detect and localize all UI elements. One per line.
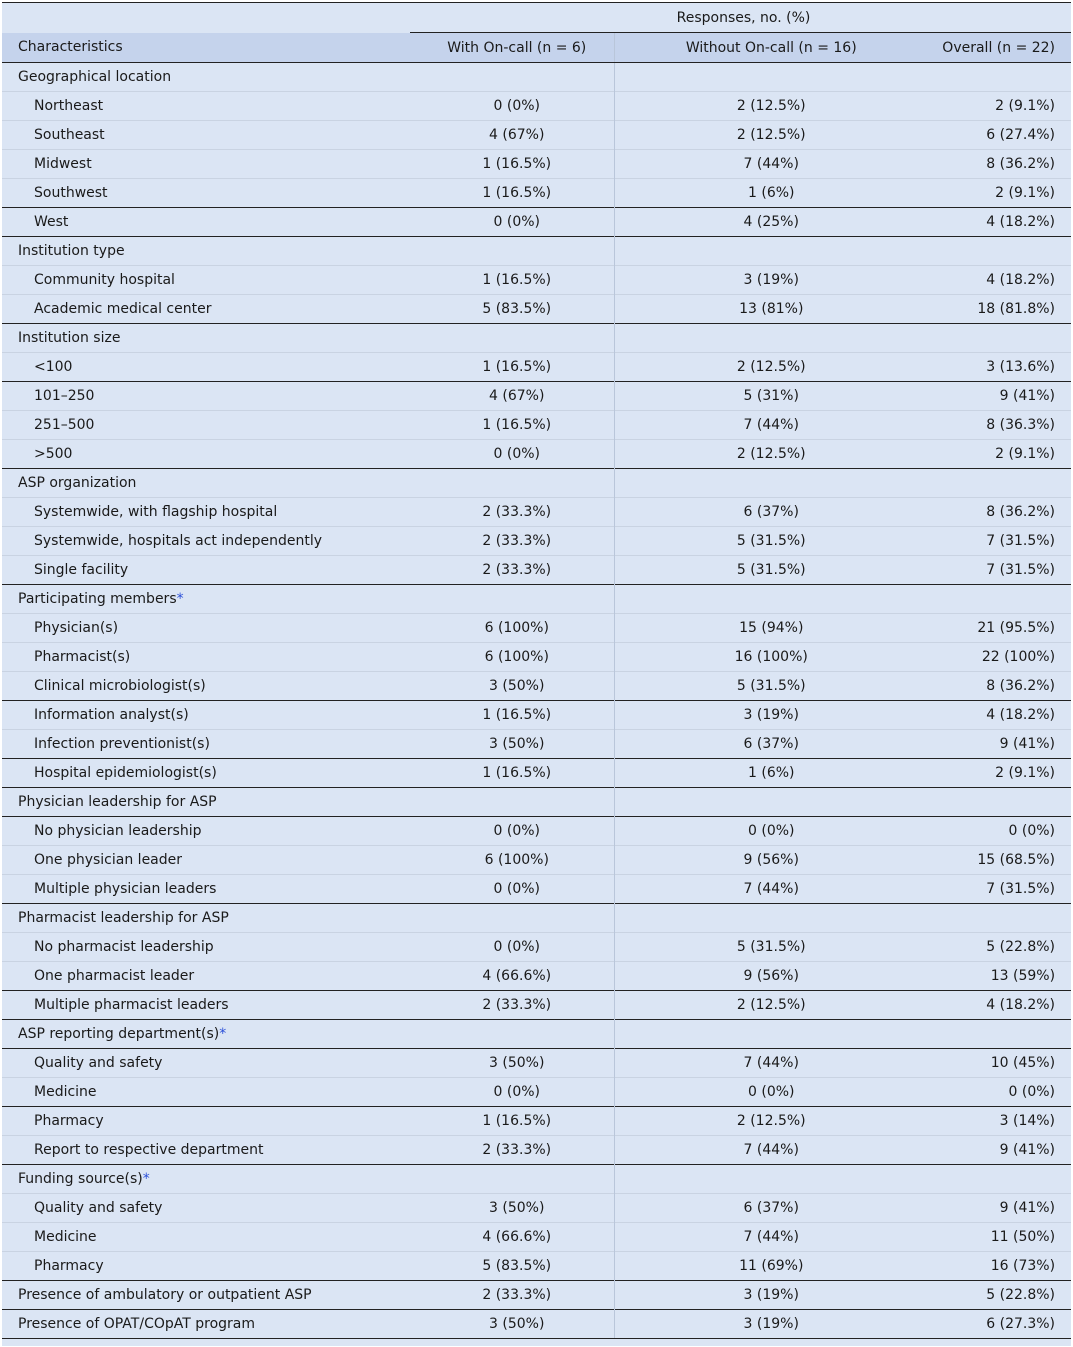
cell-without-oncall: 3 (19%) (614, 1281, 888, 1310)
label-text: Presence of OPAT/COpAT program (18, 1316, 256, 1332)
cell-with-oncall: 0 (0%) (410, 208, 614, 237)
cell-with-oncall: 2 (33.3%) (410, 991, 614, 1020)
cell-overall: 15 (68.5%) (888, 846, 1071, 875)
row-label (2, 295, 410, 324)
cell-with-oncall: 0 (0%) (410, 875, 614, 904)
cell-without-oncall: 5 (31.5%) (614, 556, 888, 585)
cell-without-oncall: 0 (0%) (614, 1078, 888, 1107)
cell-overall (888, 904, 1071, 933)
cell-with-oncall (410, 904, 614, 933)
cell-overall: 2 (9.1%) (888, 92, 1071, 121)
cell-without-oncall: 7 (44%) (614, 411, 888, 440)
label-text: Pharmacy (34, 1258, 104, 1274)
cell-overall (888, 469, 1071, 498)
cell-overall: 4 (18.2%) (888, 208, 1071, 237)
cell-overall: 6 (27.4%) (888, 121, 1071, 150)
cell-without-oncall (614, 788, 888, 817)
table-row (2, 701, 1071, 730)
row-label (2, 846, 410, 875)
cell-overall: 7 (31.5%) (888, 875, 1071, 904)
cell-overall: 4 (18.2%) (888, 991, 1071, 1020)
cell-with-oncall: 3 (50%) (410, 672, 614, 701)
header-spacer (2, 3, 410, 33)
table-row (2, 875, 1071, 904)
label-text: Information analyst(s) (34, 707, 189, 723)
cell-with-oncall (410, 1020, 614, 1049)
cell-overall: 0 (0%) (888, 817, 1071, 846)
section-label (2, 324, 410, 353)
cell-overall: 8 (36.2%) (888, 498, 1071, 527)
table-row (2, 846, 1071, 875)
cell-overall: 5 (22.8%) (888, 933, 1071, 962)
label-text: No physician leadership (34, 823, 202, 839)
table-row (2, 759, 1071, 788)
section-label (2, 904, 410, 933)
cell-overall: 9 (41%) (888, 1194, 1071, 1223)
cell-overall: 3 (14%) (888, 1107, 1071, 1136)
cell-without-oncall: 3 (19%) (614, 701, 888, 730)
row-label (2, 1078, 410, 1107)
section-label (2, 469, 410, 498)
table-section-row (2, 324, 1071, 353)
row-label (2, 643, 410, 672)
cell-with-oncall: 1 (16.5%) (410, 1107, 614, 1136)
cell-without-oncall (614, 469, 888, 498)
table-row (2, 208, 1071, 237)
label-text: Physician leadership for ASP (18, 794, 217, 810)
label-text: <100 (34, 359, 73, 375)
cell-without-oncall: 0 (0%) (614, 817, 888, 846)
label-text: Systemwide, with flagship hospital (34, 504, 278, 520)
cell-with-oncall (410, 788, 614, 817)
table-row (2, 817, 1071, 846)
cell-without-oncall: 13 (81%) (614, 295, 888, 324)
cell-with-oncall (410, 469, 614, 498)
table-row (2, 498, 1071, 527)
cell-overall: 8 (36.2%) (888, 672, 1071, 701)
cell-with-oncall: 6 (100%) (410, 614, 614, 643)
cell-without-oncall: 7 (44%) (614, 1223, 888, 1252)
cell-with-oncall: 1 (16.5%) (410, 701, 614, 730)
row-label (2, 179, 410, 208)
table-row (2, 382, 1071, 411)
label-text: Pharmacist(s) (34, 649, 131, 665)
label-text: Community hospital (34, 272, 175, 288)
cell-without-oncall: 6 (37%) (614, 498, 888, 527)
table-row (2, 962, 1071, 991)
cell-with-oncall: 3 (50%) (410, 730, 614, 759)
table-row (2, 440, 1071, 469)
cell-with-oncall: 1 (16.5%) (410, 266, 614, 295)
label-text: 101–250 (34, 388, 95, 404)
cell-with-oncall: 5 (83.5%) (410, 295, 614, 324)
table-row (2, 266, 1071, 295)
section-label (2, 585, 410, 614)
cell-with-oncall: 0 (0%) (410, 933, 614, 962)
cell-without-oncall: 5 (31.5%) (614, 672, 888, 701)
table-row (2, 1252, 1071, 1281)
cell-without-oncall: 5 (31%) (614, 382, 888, 411)
table-row (2, 1078, 1071, 1107)
row-label (2, 614, 410, 643)
label-text: ASP reporting department(s) (18, 1026, 220, 1042)
table-row (2, 1223, 1071, 1252)
cell-without-oncall (614, 585, 888, 614)
cell-overall (888, 788, 1071, 817)
cell-with-oncall: 2 (33.3%) (410, 498, 614, 527)
label-text: >500 (34, 446, 73, 462)
label-text: Medicine (34, 1084, 97, 1100)
label-text: Single facility (34, 562, 129, 578)
table-row (2, 92, 1071, 121)
cell-with-oncall: 4 (67%) (410, 121, 614, 150)
label-text: Midwest (34, 156, 92, 172)
cell-overall (888, 1020, 1071, 1049)
label-text: One pharmacist leader (34, 968, 195, 984)
cell-without-oncall: 7 (44%) (614, 1049, 888, 1078)
label-text: Clinical microbiologist(s) (34, 678, 206, 694)
cell-with-oncall: 3 (50%) (410, 1194, 614, 1223)
cell-with-oncall: 4 (66.6%) (410, 962, 614, 991)
row-label (2, 266, 410, 295)
row-label (2, 1252, 410, 1281)
cell-overall: 7 (31.5%) (888, 527, 1071, 556)
cell-overall: 2 (9.1%) (888, 179, 1071, 208)
label-text: Geographical location (18, 69, 172, 85)
row-label (2, 527, 410, 556)
cell-overall: 5 (22.8%) (888, 1281, 1071, 1310)
row-label (2, 875, 410, 904)
table-row (2, 150, 1071, 179)
cell-with-oncall: 4 (67%) (410, 382, 614, 411)
table-row (2, 556, 1071, 585)
cell-overall: 11 (50%) (888, 1223, 1071, 1252)
row-label (2, 498, 410, 527)
cell-overall (888, 237, 1071, 266)
row-label (2, 353, 410, 382)
label-text: Multiple physician leaders (34, 881, 217, 897)
cell-with-oncall: 1 (16.5%) (410, 411, 614, 440)
cell-overall (888, 585, 1071, 614)
group-header: Responses, no. (%) (410, 3, 1071, 33)
table-row (2, 614, 1071, 643)
section-label (2, 1165, 410, 1194)
cell-overall: 16 (73%) (888, 1252, 1071, 1281)
cell-overall (888, 63, 1071, 92)
row-label (2, 411, 410, 440)
cell-without-oncall (614, 1165, 888, 1194)
section-label (2, 63, 410, 92)
cell-overall: 10 (45%) (888, 1049, 1071, 1078)
cell-with-oncall: 0 (0%) (410, 440, 614, 469)
label-text: Southwest (34, 185, 108, 201)
table-row (2, 353, 1071, 382)
table-row (2, 933, 1071, 962)
row-label (2, 208, 410, 237)
cell-with-oncall: 5 (83.5%) (410, 1252, 614, 1281)
table-row (2, 411, 1071, 440)
label-text: Multiple pharmacist leaders (34, 997, 229, 1013)
cell-overall: 4 (18.2%) (888, 701, 1071, 730)
cell-with-oncall: 0 (0%) (410, 92, 614, 121)
cell-without-oncall: 1 (6%) (614, 179, 888, 208)
cell-without-oncall: 9 (56%) (614, 962, 888, 991)
row-label (2, 701, 410, 730)
row-label (2, 150, 410, 179)
table-section-row (2, 788, 1071, 817)
row-label (2, 440, 410, 469)
cell-overall: 8 (36.2%) (888, 150, 1071, 179)
row-label (2, 556, 410, 585)
cell-without-oncall: 3 (19%) (614, 1310, 888, 1339)
table-row (2, 295, 1071, 324)
cell-overall: 4 (18.2%) (888, 266, 1071, 295)
row-label (2, 1107, 410, 1136)
table-section-row (2, 469, 1071, 498)
cell-with-oncall: 0 (0%) (410, 817, 614, 846)
cell-without-oncall: 3 (19%) (614, 266, 888, 295)
label-text: Pharmacy (34, 1113, 104, 1129)
cell-without-oncall: 2 (12.5%) (614, 92, 888, 121)
label-text: Institution type (18, 243, 125, 259)
cell-with-oncall: 2 (33.3%) (410, 556, 614, 585)
footnote-marker: * (176, 591, 184, 607)
cell-without-oncall: 1 (6%) (614, 759, 888, 788)
cell-with-oncall (410, 237, 614, 266)
cell-without-oncall (614, 237, 888, 266)
cell-overall: 9 (41%) (888, 730, 1071, 759)
cell-overall: 22 (100%) (888, 643, 1071, 672)
cell-with-oncall: 2 (33.3%) (410, 1136, 614, 1165)
cell-without-oncall: 6 (37%) (614, 730, 888, 759)
cell-without-oncall: 5 (31.5%) (614, 527, 888, 556)
label-text: Northeast (34, 98, 104, 114)
cell-overall: 9 (41%) (888, 382, 1071, 411)
section-label (2, 788, 410, 817)
cell-without-oncall: 2 (12.5%) (614, 1107, 888, 1136)
row-label (2, 672, 410, 701)
cell-without-oncall (614, 1020, 888, 1049)
cell-overall: 18 (81.8%) (888, 295, 1071, 324)
table-row (2, 730, 1071, 759)
data-table (2, 3, 1071, 1339)
cell-without-oncall: 4 (25%) (614, 208, 888, 237)
label-text: No pharmacist leadership (34, 939, 214, 955)
cell-without-oncall: 7 (44%) (614, 1136, 888, 1165)
cell-overall: 2 (9.1%) (888, 759, 1071, 788)
label-text: Participating members (18, 591, 177, 607)
cell-without-oncall: 6 (37%) (614, 1194, 888, 1223)
cell-without-oncall: 11 (69%) (614, 1252, 888, 1281)
table-section-row (2, 63, 1071, 92)
table-row (2, 1107, 1071, 1136)
table-row (2, 672, 1071, 701)
cell-overall: 13 (59%) (888, 962, 1071, 991)
cell-with-oncall (410, 63, 614, 92)
cell-with-oncall: 2 (33.3%) (410, 527, 614, 556)
row-label (2, 1049, 410, 1078)
label-text: Physician(s) (34, 620, 119, 636)
cell-without-oncall: 15 (94%) (614, 614, 888, 643)
section-label (2, 1020, 410, 1049)
row-label (2, 121, 410, 150)
label-text: Institution size (18, 330, 121, 346)
label-text: 251–500 (34, 417, 95, 433)
label-text: Funding source(s) (18, 1171, 143, 1187)
label-text: Systemwide, hospitals act independently (34, 533, 323, 549)
cell-with-oncall: 0 (0%) (410, 1078, 614, 1107)
row-label (2, 817, 410, 846)
cell-without-oncall (614, 904, 888, 933)
label-text: Quality and safety (34, 1200, 163, 1216)
table-section-row (2, 585, 1071, 614)
cell-overall (888, 324, 1071, 353)
characteristics-table (2, 2, 1071, 1346)
row-label (2, 92, 410, 121)
row-label (2, 1136, 410, 1165)
cell-without-oncall: 2 (12.5%) (614, 353, 888, 382)
section-label (2, 1310, 410, 1339)
table-section-row (2, 237, 1071, 266)
section-label (2, 237, 410, 266)
cell-without-oncall: 2 (12.5%) (614, 440, 888, 469)
row-label (2, 1194, 410, 1223)
table-row (2, 527, 1071, 556)
table-section-row (2, 1020, 1071, 1049)
row-label (2, 382, 410, 411)
table-row (2, 121, 1071, 150)
cell-without-oncall (614, 324, 888, 353)
label-text: Southeast (34, 127, 105, 143)
cell-overall (888, 1165, 1071, 1194)
row-label (2, 730, 410, 759)
cell-with-oncall (410, 585, 614, 614)
cell-with-oncall: 1 (16.5%) (410, 353, 614, 382)
col-header-without-oncall: Without On-call (n = 16) (614, 33, 888, 63)
cell-with-oncall: 4 (66.6%) (410, 1223, 614, 1252)
table-row (2, 991, 1071, 1020)
cell-without-oncall (614, 63, 888, 92)
cell-overall: 9 (41%) (888, 1136, 1071, 1165)
label-text: West (34, 214, 69, 230)
cell-with-oncall: 3 (50%) (410, 1310, 614, 1339)
cell-with-oncall: 1 (16.5%) (410, 179, 614, 208)
cell-with-oncall: 6 (100%) (410, 643, 614, 672)
cell-without-oncall: 16 (100%) (614, 643, 888, 672)
cell-overall: 7 (31.5%) (888, 556, 1071, 585)
cell-with-oncall: 1 (16.5%) (410, 150, 614, 179)
cell-with-oncall: 6 (100%) (410, 846, 614, 875)
label-text: Medicine (34, 1229, 97, 1245)
cell-with-oncall (410, 324, 614, 353)
cell-without-oncall: 7 (44%) (614, 150, 888, 179)
footnote-marker: * (219, 1026, 227, 1042)
cell-without-oncall: 5 (31.5%) (614, 933, 888, 962)
table-section-row (2, 1165, 1071, 1194)
cell-overall: 3 (13.6%) (888, 353, 1071, 382)
section-label (2, 1281, 410, 1310)
label-text: Academic medical center (34, 301, 212, 317)
cell-without-oncall: 7 (44%) (614, 875, 888, 904)
table-section-row (2, 1281, 1071, 1310)
cell-with-oncall (410, 1165, 614, 1194)
table-row (2, 1136, 1071, 1165)
row-label (2, 933, 410, 962)
row-label (2, 1223, 410, 1252)
cell-overall: 6 (27.3%) (888, 1310, 1071, 1339)
table-row (2, 643, 1071, 672)
table-row (2, 1049, 1071, 1078)
label-text: ASP organization (18, 475, 137, 491)
table-row (2, 179, 1071, 208)
cell-without-oncall: 2 (12.5%) (614, 991, 888, 1020)
table-row (2, 1194, 1071, 1223)
label-text: Infection preventionist(s) (34, 736, 210, 752)
col-header-characteristics: Characteristics (2, 33, 410, 63)
cell-without-oncall: 2 (12.5%) (614, 121, 888, 150)
row-label (2, 759, 410, 788)
col-header-with-oncall: With On-call (n = 6) (410, 33, 614, 63)
cell-overall: 2 (9.1%) (888, 440, 1071, 469)
table-section-row (2, 904, 1071, 933)
label-text: Pharmacist leadership for ASP (18, 910, 229, 926)
cell-overall: 0 (0%) (888, 1078, 1071, 1107)
table-section-row (2, 1310, 1071, 1339)
label-text: One physician leader (34, 852, 183, 868)
label-text: Presence of ambulatory or outpatient ASP (18, 1287, 312, 1303)
row-label (2, 962, 410, 991)
cell-with-oncall: 1 (16.5%) (410, 759, 614, 788)
cell-without-oncall: 9 (56%) (614, 846, 888, 875)
row-label (2, 991, 410, 1020)
label-text: Hospital epidemiologist(s) (34, 765, 217, 781)
cell-overall: 8 (36.3%) (888, 411, 1071, 440)
footnote-marker: * (142, 1171, 150, 1187)
cell-with-oncall: 2 (33.3%) (410, 1281, 614, 1310)
cell-with-oncall: 3 (50%) (410, 1049, 614, 1078)
col-header-overall: Overall (n = 22) (888, 33, 1071, 63)
label-text: Quality and safety (34, 1055, 163, 1071)
label-text: Report to respective department (34, 1142, 264, 1158)
cell-overall: 21 (95.5%) (888, 614, 1071, 643)
